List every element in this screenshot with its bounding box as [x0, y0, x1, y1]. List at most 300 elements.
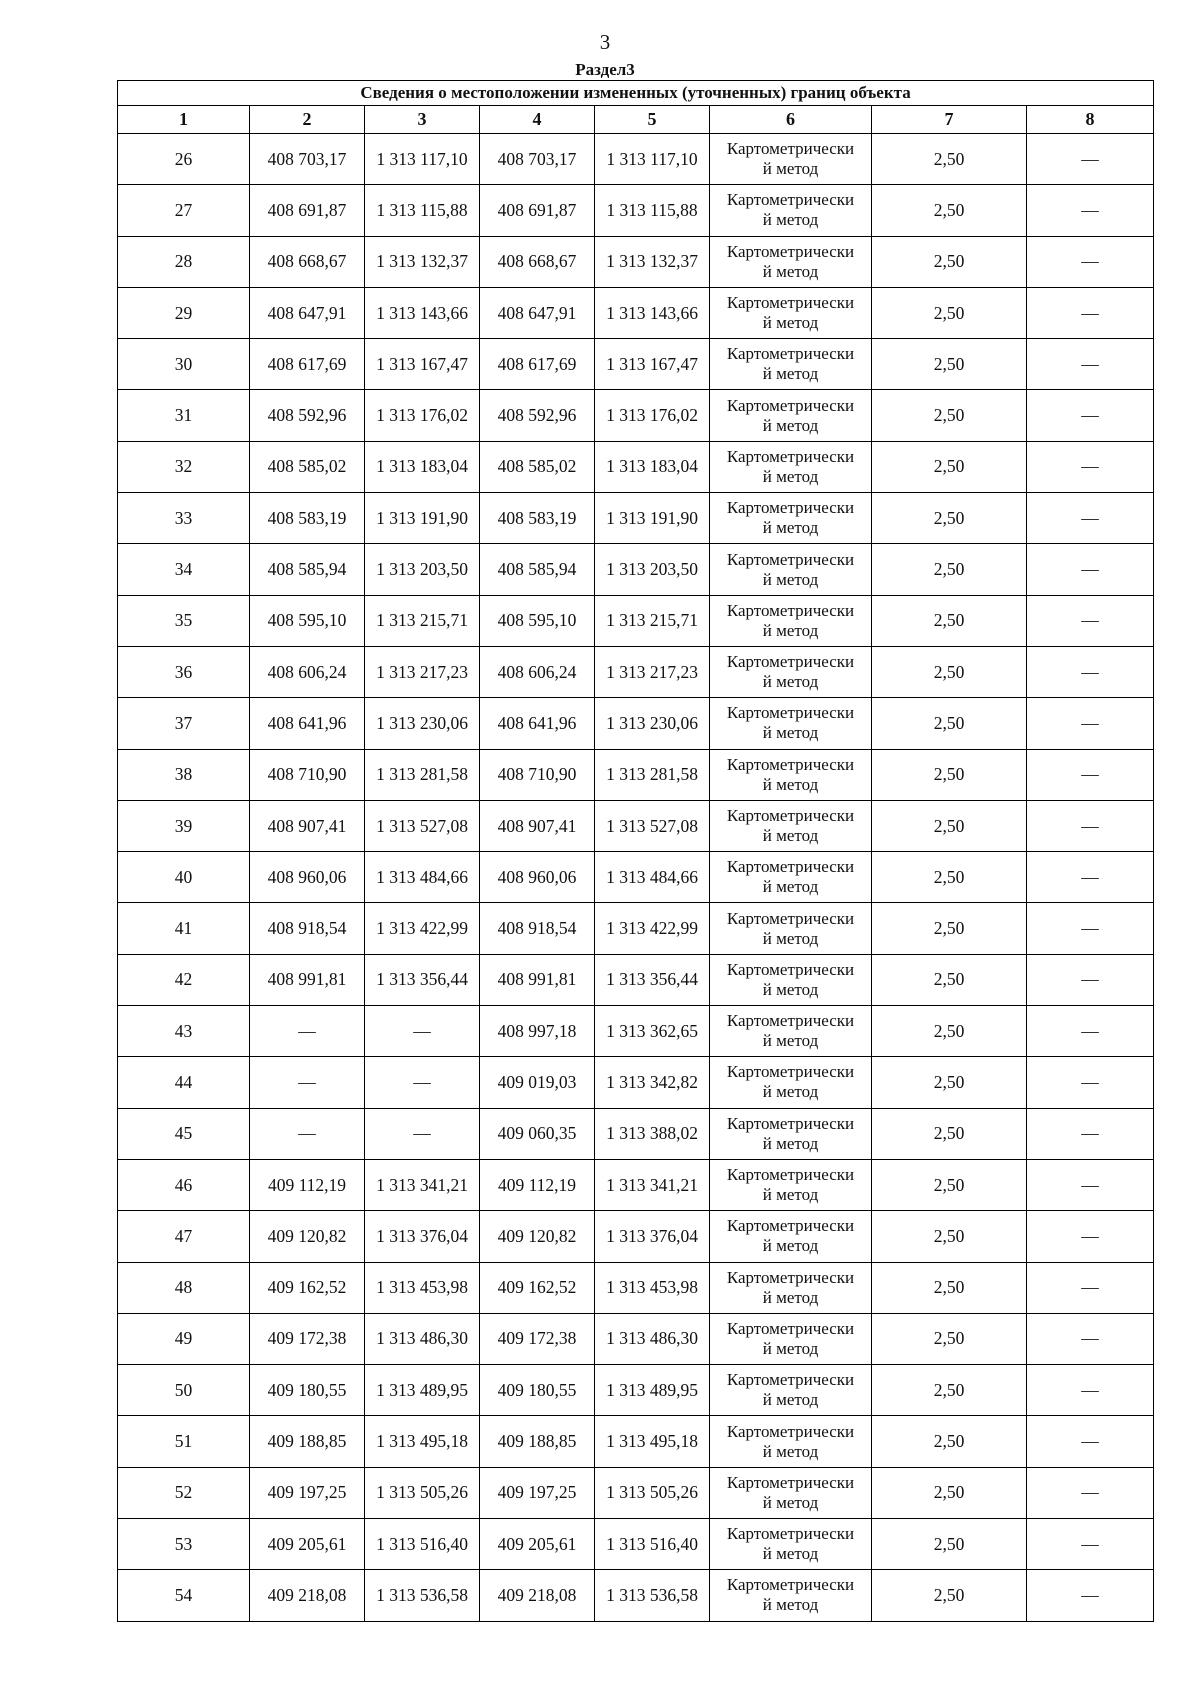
new-x-cell: 408 595,10	[480, 595, 595, 646]
old-y-cell: 1 313 356,44	[365, 954, 480, 1005]
old-x-cell: —	[250, 1108, 365, 1159]
table-row	[118, 1570, 1154, 1621]
table-row	[118, 339, 1154, 390]
table-row	[118, 390, 1154, 441]
column-number-header: 7	[872, 106, 1027, 134]
col8-cell: —	[1027, 390, 1154, 441]
column-number-header: 6	[710, 106, 872, 134]
new-y-cell: 1 313 486,30	[595, 1313, 710, 1364]
table-row	[118, 852, 1154, 903]
accuracy-cell: 2,50	[872, 544, 1027, 595]
new-x-cell: 408 668,67	[480, 236, 595, 287]
method-line-2: й метод	[762, 1492, 819, 1512]
method-line-1: Картометрически	[726, 1575, 855, 1595]
accuracy-cell: 2,50	[872, 1570, 1027, 1621]
table-row	[118, 1467, 1154, 1518]
point-number-cell: 48	[118, 1262, 250, 1313]
old-x-cell: 408 647,91	[250, 287, 365, 338]
old-x-cell: 408 668,67	[250, 236, 365, 287]
col8-cell: —	[1027, 800, 1154, 851]
column-number-header: 5	[595, 106, 710, 134]
col8-cell: —	[1027, 441, 1154, 492]
method-line-2: й метод	[762, 1185, 819, 1205]
method-line-1: Картометрически	[726, 190, 855, 210]
col8-cell: —	[1027, 1262, 1154, 1313]
new-y-cell: 1 313 489,95	[595, 1365, 710, 1416]
method-cell	[710, 1108, 872, 1159]
point-number-cell: 44	[118, 1057, 250, 1108]
new-x-cell: 409 197,25	[480, 1467, 595, 1518]
old-x-cell: 409 172,38	[250, 1313, 365, 1364]
method-cell	[710, 698, 872, 749]
new-y-cell: 1 313 183,04	[595, 441, 710, 492]
method-line-1: Картометрически	[726, 344, 855, 364]
old-y-cell: 1 313 143,66	[365, 287, 480, 338]
old-y-cell: 1 313 422,99	[365, 903, 480, 954]
point-number-cell: 42	[118, 954, 250, 1005]
table-row	[118, 595, 1154, 646]
col8-cell: —	[1027, 646, 1154, 697]
accuracy-cell: 2,50	[872, 493, 1027, 544]
old-x-cell: 408 691,87	[250, 185, 365, 236]
col8-cell: —	[1027, 339, 1154, 390]
accuracy-cell: 2,50	[872, 441, 1027, 492]
old-y-cell: 1 313 115,88	[365, 185, 480, 236]
accuracy-cell: 2,50	[872, 1006, 1027, 1057]
method-line-1: Картометрически	[726, 1318, 855, 1338]
old-x-cell: 408 641,96	[250, 698, 365, 749]
method-cell	[710, 1262, 872, 1313]
method-cell	[710, 852, 872, 903]
accuracy-cell: 2,50	[872, 1313, 1027, 1364]
point-number-cell: 35	[118, 595, 250, 646]
table-row	[118, 749, 1154, 800]
new-y-cell: 1 313 362,65	[595, 1006, 710, 1057]
method-cell	[710, 287, 872, 338]
method-line-2: й метод	[762, 928, 819, 948]
new-y-cell: 1 313 167,47	[595, 339, 710, 390]
accuracy-cell: 2,50	[872, 287, 1027, 338]
method-cell	[710, 390, 872, 441]
new-y-cell: 1 313 516,40	[595, 1519, 710, 1570]
method-cell	[710, 441, 872, 492]
new-x-cell: 408 592,96	[480, 390, 595, 441]
col8-cell: —	[1027, 698, 1154, 749]
method-cell	[710, 749, 872, 800]
point-number-cell: 38	[118, 749, 250, 800]
new-x-cell: 408 991,81	[480, 954, 595, 1005]
col8-cell: —	[1027, 185, 1154, 236]
method-line-1: Картометрически	[726, 395, 855, 415]
old-x-cell: 409 112,19	[250, 1159, 365, 1210]
accuracy-cell: 2,50	[872, 800, 1027, 851]
method-line-1: Картометрически	[726, 652, 855, 672]
method-line-1: Картометрически	[726, 1472, 855, 1492]
point-number-cell: 53	[118, 1519, 250, 1570]
new-y-cell: 1 313 203,50	[595, 544, 710, 595]
table-row	[118, 236, 1154, 287]
new-x-cell: 408 710,90	[480, 749, 595, 800]
new-x-cell: 408 583,19	[480, 493, 595, 544]
method-line-2: й метод	[762, 826, 819, 845]
accuracy-cell: 2,50	[872, 134, 1027, 185]
old-x-cell: 409 218,08	[250, 1570, 365, 1621]
table-row	[118, 1108, 1154, 1159]
method-line-1: Картометрически	[726, 1113, 855, 1133]
new-y-cell: 1 313 176,02	[595, 390, 710, 441]
method-line-1: Картометрически	[726, 959, 855, 979]
old-y-cell: 1 313 217,23	[365, 646, 480, 697]
old-y-cell: 1 313 505,26	[365, 1467, 480, 1518]
method-cell	[710, 185, 872, 236]
old-x-cell: 408 710,90	[250, 749, 365, 800]
old-x-cell: 409 188,85	[250, 1416, 365, 1467]
col8-cell: —	[1027, 1006, 1154, 1057]
point-number-cell: 41	[118, 903, 250, 954]
old-y-cell: —	[365, 1006, 480, 1057]
new-y-cell: 1 313 215,71	[595, 595, 710, 646]
table-row	[118, 185, 1154, 236]
new-x-cell: 409 112,19	[480, 1159, 595, 1210]
old-y-cell: 1 313 376,04	[365, 1211, 480, 1262]
method-cell	[710, 1057, 872, 1108]
method-line-1: Картометрически	[726, 1011, 855, 1031]
method-line-2: й метод	[762, 569, 819, 589]
column-number-header: 2	[250, 106, 365, 134]
new-x-cell: 409 180,55	[480, 1365, 595, 1416]
method-line-2: й метод	[762, 1031, 819, 1051]
method-cell	[710, 1211, 872, 1262]
old-x-cell: 408 592,96	[250, 390, 365, 441]
col8-cell: —	[1027, 852, 1154, 903]
method-line-2: й метод	[762, 415, 819, 435]
col8-cell: —	[1027, 544, 1154, 595]
accuracy-cell: 2,50	[872, 1416, 1027, 1467]
new-y-cell: 1 313 536,58	[595, 1570, 710, 1621]
new-x-cell: 408 585,02	[480, 441, 595, 492]
accuracy-cell: 2,50	[872, 236, 1027, 287]
table-row	[118, 1313, 1154, 1364]
old-y-cell: 1 313 489,95	[365, 1365, 480, 1416]
old-x-cell: 408 703,17	[250, 134, 365, 185]
table-row	[118, 954, 1154, 1005]
new-x-cell: 408 691,87	[480, 185, 595, 236]
accuracy-cell: 2,50	[872, 1467, 1027, 1518]
new-y-cell: 1 313 341,21	[595, 1159, 710, 1210]
old-y-cell: 1 313 527,08	[365, 800, 480, 851]
old-y-cell: 1 313 453,98	[365, 1262, 480, 1313]
point-number-cell: 46	[118, 1159, 250, 1210]
method-cell	[710, 954, 872, 1005]
new-x-cell: 408 647,91	[480, 287, 595, 338]
method-line-1: Картометрически	[726, 1062, 855, 1082]
method-line-2: й метод	[762, 723, 819, 743]
column-number-header: 4	[480, 106, 595, 134]
old-y-cell: 1 313 183,04	[365, 441, 480, 492]
method-line-1: Картометрически	[726, 754, 855, 774]
table-row	[118, 1211, 1154, 1262]
new-y-cell: 1 313 505,26	[595, 1467, 710, 1518]
col8-cell: —	[1027, 749, 1154, 800]
new-y-cell: 1 313 453,98	[595, 1262, 710, 1313]
new-y-cell: 1 313 132,37	[595, 236, 710, 287]
point-number-cell: 37	[118, 698, 250, 749]
method-line-1: Картометрически	[726, 1165, 855, 1185]
new-y-cell: 1 313 422,99	[595, 903, 710, 954]
method-cell	[710, 339, 872, 390]
accuracy-cell: 2,50	[872, 339, 1027, 390]
accuracy-cell: 2,50	[872, 646, 1027, 697]
col8-cell: —	[1027, 1108, 1154, 1159]
method-line-1: Картометрически	[726, 446, 855, 466]
old-x-cell: 408 606,24	[250, 646, 365, 697]
old-y-cell: 1 313 341,21	[365, 1159, 480, 1210]
method-line-1: Картометрически	[726, 498, 855, 518]
old-x-cell: 408 585,94	[250, 544, 365, 595]
page-number: 3	[599, 30, 611, 54]
new-y-cell: 1 313 356,44	[595, 954, 710, 1005]
method-line-1: Картометрически	[726, 1524, 855, 1544]
new-y-cell: 1 313 230,06	[595, 698, 710, 749]
col8-cell: —	[1027, 1211, 1154, 1262]
accuracy-cell: 2,50	[872, 852, 1027, 903]
old-y-cell: 1 313 536,58	[365, 1570, 480, 1621]
new-x-cell: 408 617,69	[480, 339, 595, 390]
column-number-header: 8	[1027, 106, 1154, 134]
point-number-cell: 45	[118, 1108, 250, 1159]
method-line-2: й метод	[762, 672, 819, 692]
point-number-cell: 28	[118, 236, 250, 287]
table-row	[118, 544, 1154, 595]
method-line-2: й метод	[762, 1441, 819, 1461]
new-y-cell: 1 313 388,02	[595, 1108, 710, 1159]
old-y-cell: 1 313 203,50	[365, 544, 480, 595]
method-cell	[710, 1467, 872, 1518]
new-x-cell: 408 960,06	[480, 852, 595, 903]
accuracy-cell: 2,50	[872, 1211, 1027, 1262]
accuracy-cell: 2,50	[872, 595, 1027, 646]
method-line-1: Картометрически	[726, 139, 855, 159]
accuracy-cell: 2,50	[872, 954, 1027, 1005]
new-y-cell: 1 313 191,90	[595, 493, 710, 544]
accuracy-cell: 2,50	[872, 1159, 1027, 1210]
old-x-cell: 408 907,41	[250, 800, 365, 851]
accuracy-cell: 2,50	[872, 749, 1027, 800]
old-x-cell: 409 120,82	[250, 1211, 365, 1262]
method-cell	[710, 646, 872, 697]
new-y-cell: 1 313 484,66	[595, 852, 710, 903]
method-cell	[710, 1006, 872, 1057]
column-numbers-row	[118, 106, 1154, 134]
point-number-cell: 31	[118, 390, 250, 441]
accuracy-cell: 2,50	[872, 1108, 1027, 1159]
old-x-cell: 408 595,10	[250, 595, 365, 646]
method-line-2: й метод	[762, 979, 819, 999]
col8-cell: —	[1027, 1570, 1154, 1621]
method-line-2: й метод	[762, 466, 819, 486]
point-number-cell: 50	[118, 1365, 250, 1416]
point-number-cell: 47	[118, 1211, 250, 1262]
method-line-1: Картометрически	[726, 293, 855, 313]
old-x-cell: 408 918,54	[250, 903, 365, 954]
col8-cell: —	[1027, 1416, 1154, 1467]
old-y-cell: 1 313 484,66	[365, 852, 480, 903]
point-number-cell: 26	[118, 134, 250, 185]
col8-cell: —	[1027, 1365, 1154, 1416]
new-x-cell: 408 703,17	[480, 134, 595, 185]
method-cell	[710, 903, 872, 954]
new-y-cell: 1 313 281,58	[595, 749, 710, 800]
method-line-1: Картометрически	[726, 1370, 855, 1390]
old-y-cell: 1 313 191,90	[365, 493, 480, 544]
method-line-2: й метод	[762, 518, 819, 538]
old-x-cell: —	[250, 1006, 365, 1057]
col8-cell: —	[1027, 236, 1154, 287]
col8-cell: —	[1027, 1467, 1154, 1518]
method-cell	[710, 544, 872, 595]
table-row	[118, 800, 1154, 851]
method-line-2: й метод	[762, 1544, 819, 1564]
old-y-cell: 1 313 516,40	[365, 1519, 480, 1570]
method-line-2: й метод	[762, 1390, 819, 1410]
method-cell	[710, 1570, 872, 1621]
new-y-cell: 1 313 115,88	[595, 185, 710, 236]
point-number-cell: 27	[118, 185, 250, 236]
table-body	[118, 134, 1154, 1622]
method-cell	[710, 1313, 872, 1364]
method-line-2: й метод	[762, 1133, 819, 1153]
old-y-cell: 1 313 176,02	[365, 390, 480, 441]
old-y-cell: 1 313 215,71	[365, 595, 480, 646]
accuracy-cell: 2,50	[872, 1519, 1027, 1570]
old-x-cell: 408 960,06	[250, 852, 365, 903]
method-line-2: й метод	[762, 1287, 819, 1307]
new-x-cell: 408 997,18	[480, 1006, 595, 1057]
old-x-cell: 408 585,02	[250, 441, 365, 492]
method-line-1: Картометрически	[726, 549, 855, 569]
old-x-cell: 409 162,52	[250, 1262, 365, 1313]
old-y-cell: —	[365, 1108, 480, 1159]
point-number-cell: 30	[118, 339, 250, 390]
point-number-cell: 49	[118, 1313, 250, 1364]
method-cell	[710, 134, 872, 185]
new-y-cell: 1 313 376,04	[595, 1211, 710, 1262]
col8-cell: —	[1027, 1057, 1154, 1108]
new-y-cell: 1 313 495,18	[595, 1416, 710, 1467]
table-row	[118, 493, 1154, 544]
method-line-1: Картометрически	[726, 908, 855, 928]
col8-cell: —	[1027, 1519, 1154, 1570]
table-row	[118, 1365, 1154, 1416]
col8-cell: —	[1027, 1159, 1154, 1210]
method-line-1: Картометрически	[726, 241, 855, 261]
new-x-cell: 408 918,54	[480, 903, 595, 954]
new-x-cell: 408 907,41	[480, 800, 595, 851]
table-caption: Сведения о местоположении измененных (уточненных) границ объекта	[118, 81, 1154, 106]
new-x-cell: 408 606,24	[480, 646, 595, 697]
point-number-cell: 52	[118, 1467, 250, 1518]
col8-cell: —	[1027, 595, 1154, 646]
method-cell	[710, 800, 872, 851]
table-row	[118, 1519, 1154, 1570]
point-number-cell: 34	[118, 544, 250, 595]
col8-cell: —	[1027, 287, 1154, 338]
col8-cell: —	[1027, 134, 1154, 185]
new-y-cell: 1 313 527,08	[595, 800, 710, 851]
table-row	[118, 1057, 1154, 1108]
method-line-2: й метод	[762, 1082, 819, 1102]
method-cell	[710, 595, 872, 646]
column-number-header: 3	[365, 106, 480, 134]
method-line-2: й метод	[762, 364, 819, 384]
point-number-cell: 43	[118, 1006, 250, 1057]
new-x-cell: 408 641,96	[480, 698, 595, 749]
new-x-cell: 409 218,08	[480, 1570, 595, 1621]
old-y-cell: 1 313 132,37	[365, 236, 480, 287]
new-y-cell: 1 313 143,66	[595, 287, 710, 338]
new-x-cell: 408 585,94	[480, 544, 595, 595]
table-row	[118, 646, 1154, 697]
table-row	[118, 903, 1154, 954]
col8-cell: —	[1027, 1313, 1154, 1364]
new-x-cell: 409 120,82	[480, 1211, 595, 1262]
new-y-cell: 1 313 217,23	[595, 646, 710, 697]
point-number-cell: 33	[118, 493, 250, 544]
new-x-cell: 409 188,85	[480, 1416, 595, 1467]
old-y-cell: 1 313 117,10	[365, 134, 480, 185]
old-y-cell: 1 313 486,30	[365, 1313, 480, 1364]
old-x-cell: 409 197,25	[250, 1467, 365, 1518]
col8-cell: —	[1027, 903, 1154, 954]
method-line-1: Картометрически	[726, 806, 855, 825]
new-y-cell: 1 313 342,82	[595, 1057, 710, 1108]
new-y-cell: 1 313 117,10	[595, 134, 710, 185]
accuracy-cell: 2,50	[872, 390, 1027, 441]
method-cell	[710, 236, 872, 287]
point-number-cell: 32	[118, 441, 250, 492]
method-line-2: й метод	[762, 877, 819, 897]
old-x-cell: 408 991,81	[250, 954, 365, 1005]
table-row	[118, 441, 1154, 492]
accuracy-cell: 2,50	[872, 903, 1027, 954]
point-number-cell: 51	[118, 1416, 250, 1467]
col8-cell: —	[1027, 493, 1154, 544]
point-number-cell: 54	[118, 1570, 250, 1621]
method-line-2: й метод	[762, 1338, 819, 1358]
method-line-2: й метод	[762, 313, 819, 333]
method-cell	[710, 493, 872, 544]
new-x-cell: 409 172,38	[480, 1313, 595, 1364]
accuracy-cell: 2,50	[872, 1057, 1027, 1108]
new-x-cell: 409 019,03	[480, 1057, 595, 1108]
old-y-cell: 1 313 230,06	[365, 698, 480, 749]
table-row	[118, 1006, 1154, 1057]
accuracy-cell: 2,50	[872, 1365, 1027, 1416]
method-line-2: й метод	[762, 261, 819, 281]
old-y-cell: 1 313 167,47	[365, 339, 480, 390]
point-number-cell: 36	[118, 646, 250, 697]
new-x-cell: 409 162,52	[480, 1262, 595, 1313]
point-number-cell: 39	[118, 800, 250, 851]
accuracy-cell: 2,50	[872, 185, 1027, 236]
point-number-cell: 40	[118, 852, 250, 903]
coordinates-table	[117, 80, 1154, 1622]
method-line-1: Картометрически	[726, 703, 855, 723]
new-x-cell: 409 060,35	[480, 1108, 595, 1159]
method-cell	[710, 1365, 872, 1416]
method-line-2: й метод	[762, 210, 819, 230]
old-x-cell: 408 583,19	[250, 493, 365, 544]
